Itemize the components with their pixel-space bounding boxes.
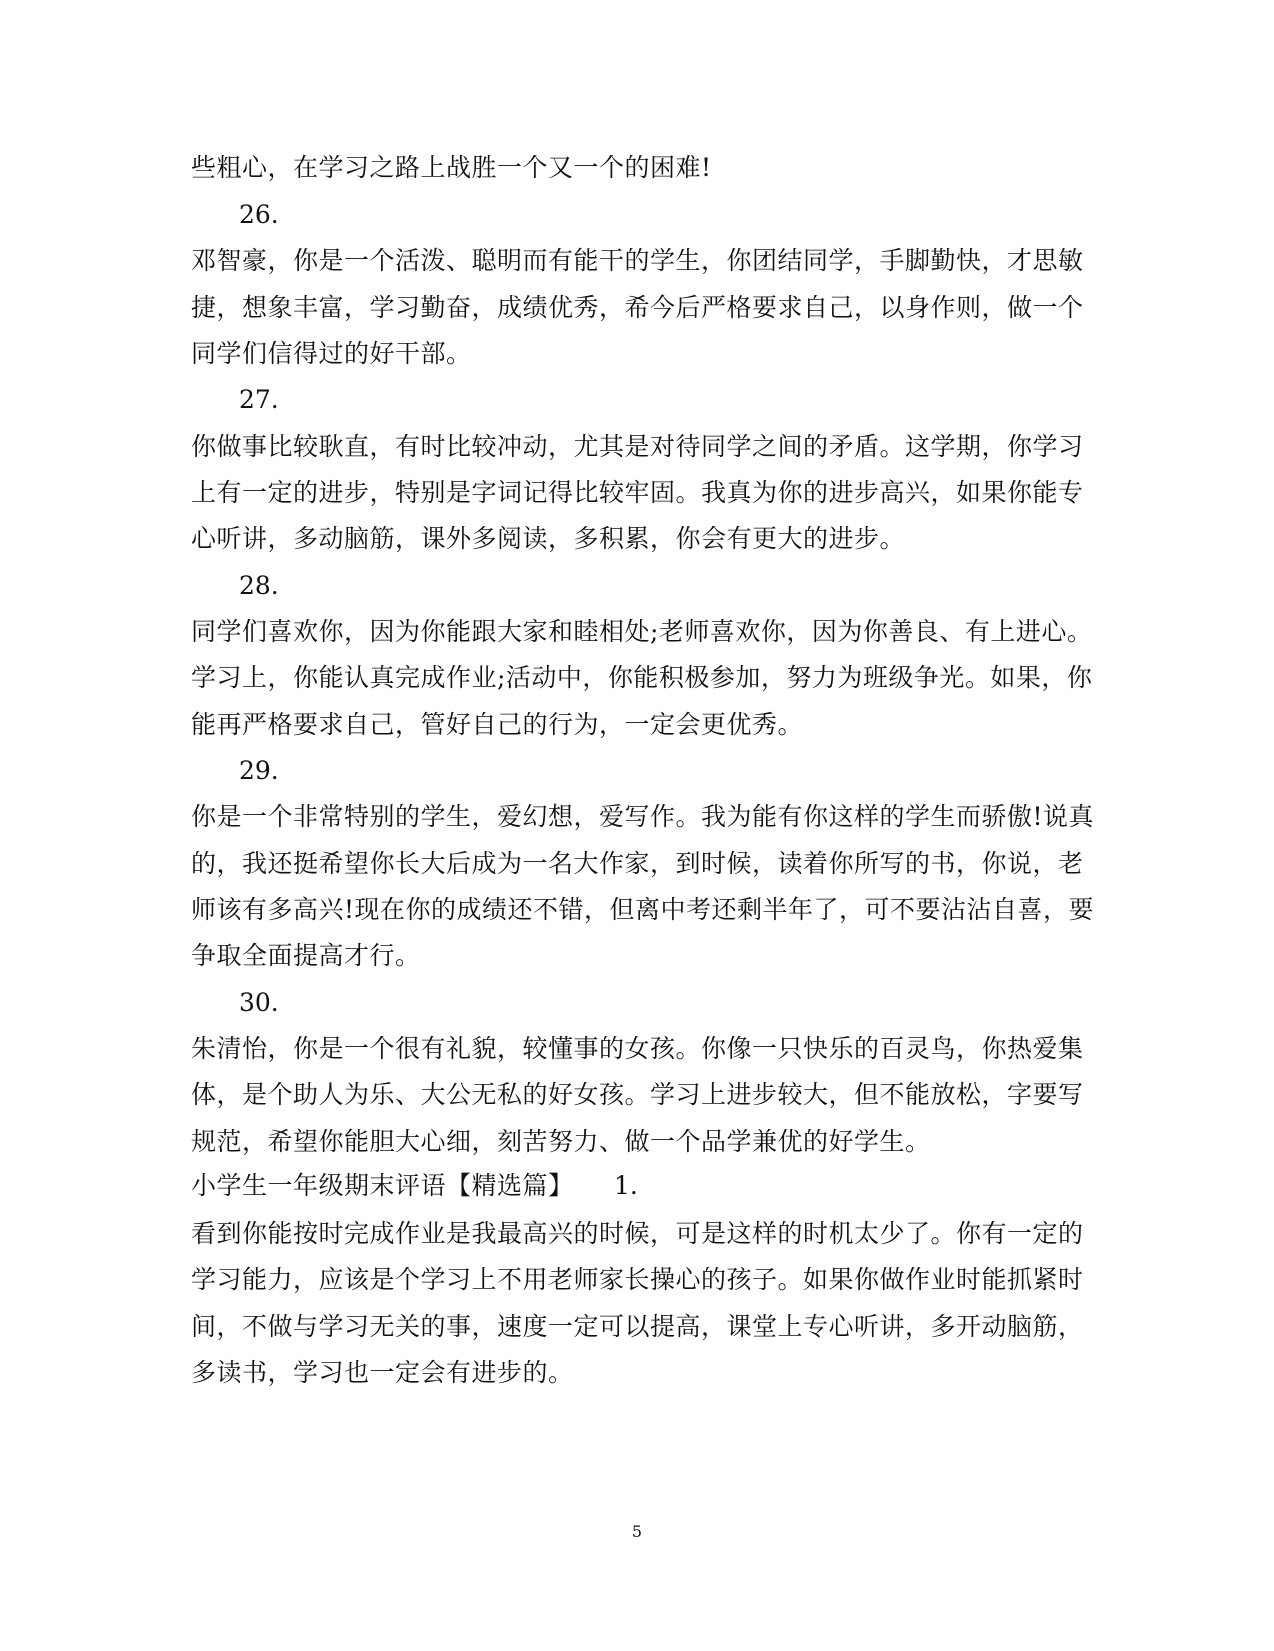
text-line: 同学们信得过的好干部。 bbox=[191, 339, 472, 368]
text-line: 学习上，你能认真完成作业;活动中，你能积极参加，努力为班级争光。如果，你 bbox=[191, 663, 1093, 692]
text-line: 上有一定的进步，特别是字词记得比较牢固。我真为你的进步高兴，如果你能专 bbox=[191, 478, 1084, 507]
text-line: 同学们喜欢你，因为你能跟大家和睦相处;老师喜欢你，因为你善良、有上进心。 bbox=[191, 617, 1093, 646]
text-line: 你是一个非常特别的学生，爱幻想，爱写作。我为能有你这样的学生而骄傲!说真 bbox=[191, 802, 1095, 831]
text-line: 争取全面提高才行。 bbox=[191, 941, 421, 970]
text-line: 间，不做与学习无关的事，速度一定可以提高，课堂上专心听讲，多开动脑筋， bbox=[191, 1312, 1084, 1341]
text-line: 的，我还挺希望你长大后成为一名大作家，到时候，读着你所写的书，你说，老 bbox=[191, 849, 1084, 878]
text-line: 体，是个助人为乐、大公无私的好女孩。学习上进步较大，但不能放松，字要写 bbox=[191, 1080, 1084, 1109]
text-line: 捷，想象丰富，学习勤奋，成绩优秀，希今后严格要求自己，以身作则，做一个 bbox=[191, 293, 1084, 322]
item-number: 29. bbox=[239, 756, 279, 785]
section-heading: 小学生一年级期末评语【精选篇】 bbox=[191, 1171, 574, 1200]
page-number: 5 bbox=[631, 1522, 643, 1541]
text-line: 多读书，学习也一定会有进步的。 bbox=[191, 1358, 574, 1387]
text-line: 邓智豪，你是一个活泼、聪明而有能干的学生，你团结同学，手脚勤快，才思敏 bbox=[191, 246, 1084, 275]
item-number: 27. bbox=[239, 385, 279, 414]
text-line: 你做事比较耿直，有时比较冲动，尤其是对待同学之间的矛盾。这学期，你学习 bbox=[191, 432, 1084, 461]
text-line: 学习能力，应该是个学习上不用老师家长操心的孩子。如果你做作业时能抓紧时 bbox=[191, 1265, 1084, 1294]
item-number: 26. bbox=[239, 200, 279, 229]
text-line: 能再严格要求自己，管好自己的行为，一定会更优秀。 bbox=[191, 710, 804, 739]
text-line: 师该有多高兴!现在你的成绩还不错，但离中考还剩半年了，可不要沾沾自喜，要 bbox=[191, 895, 1095, 924]
text-line: 些粗心，在学习之路上战胜一个又一个的困难! bbox=[191, 153, 712, 182]
item-number: 30. bbox=[239, 988, 279, 1017]
text-line: 朱清怡，你是一个很有礼貌，较懂事的女孩。你像一只快乐的百灵鸟，你热爱集 bbox=[191, 1034, 1084, 1063]
item-number: 1. bbox=[614, 1171, 638, 1200]
text-line: 规范，希望你能胆大心细，刻苦努力、做一个品学兼优的好学生。 bbox=[191, 1127, 931, 1156]
text-line: 看到你能按时完成作业是我最高兴的时候，可是这样的时机太少了。你有一定的 bbox=[191, 1219, 1084, 1248]
text-line: 心听讲，多动脑筋，课外多阅读，多积累，你会有更大的进步。 bbox=[191, 524, 906, 553]
item-number: 28. bbox=[239, 571, 279, 600]
